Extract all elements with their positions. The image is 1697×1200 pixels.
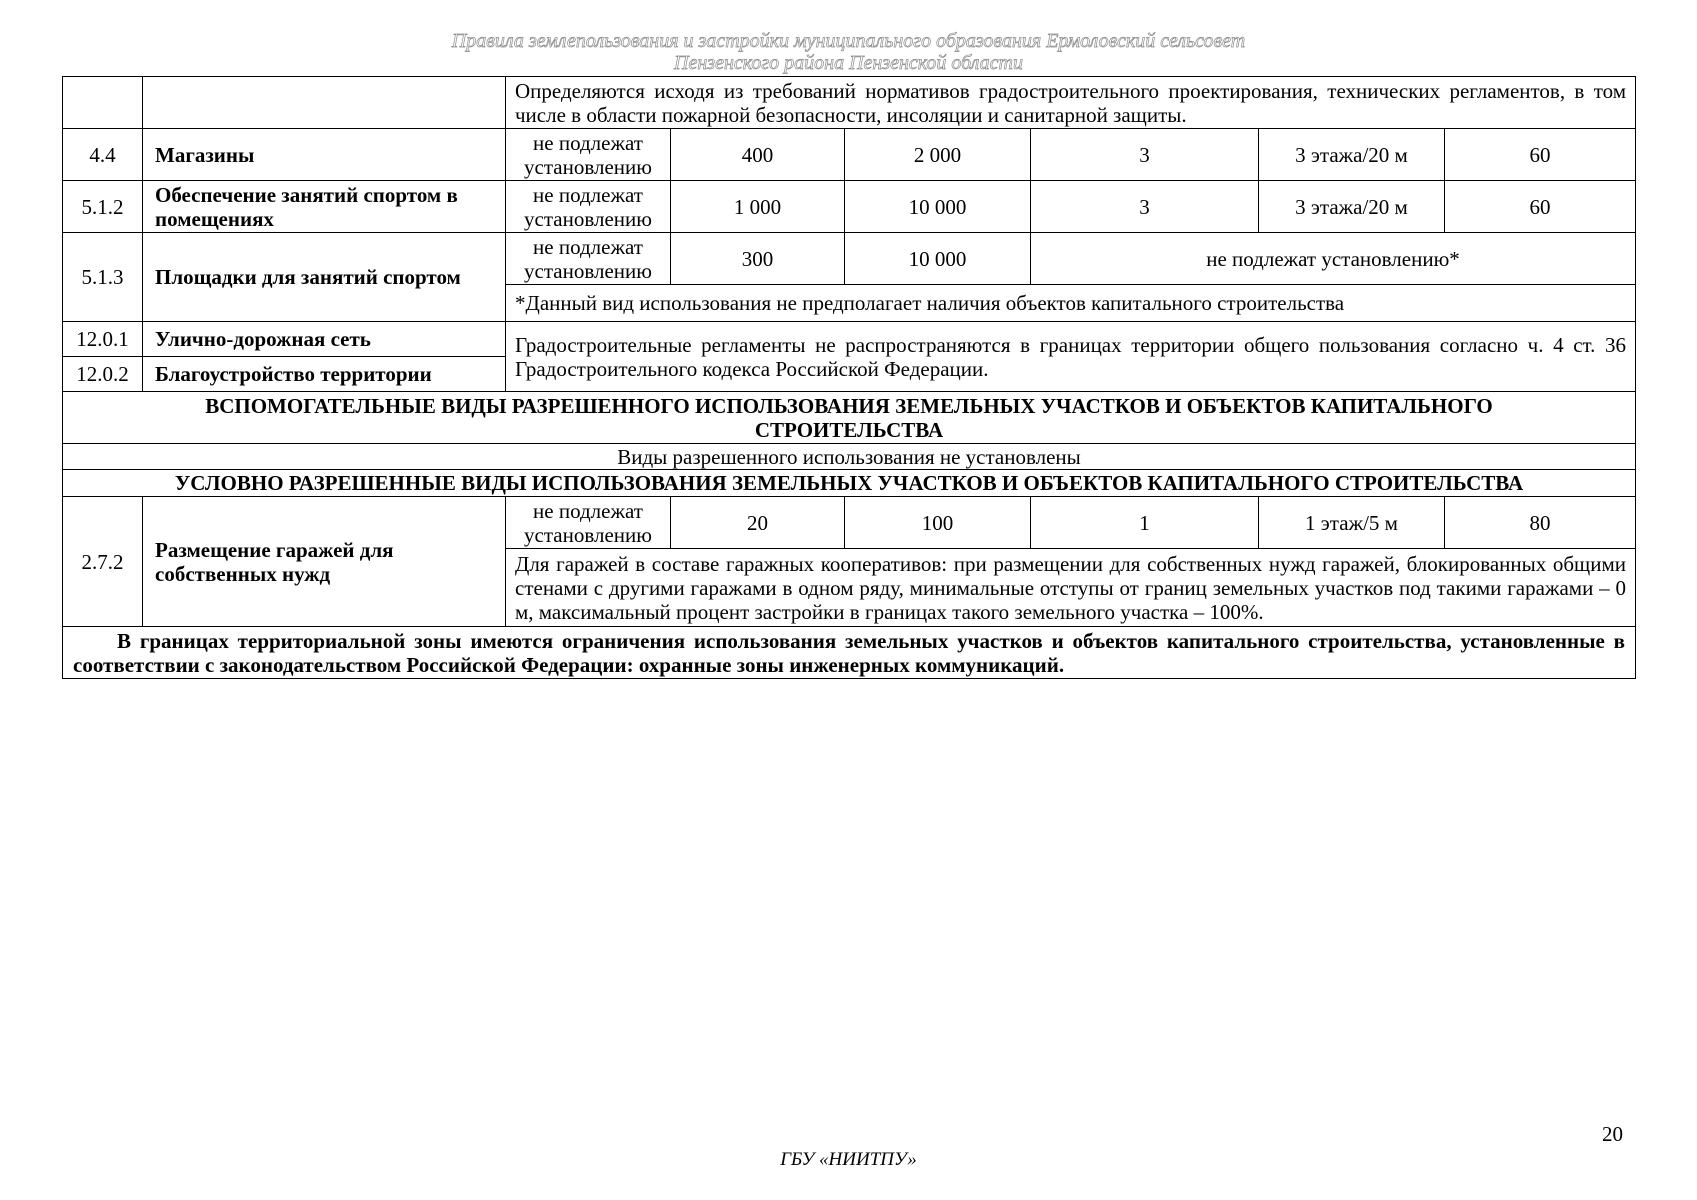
value-cell: 1 bbox=[1031, 497, 1259, 549]
value-cell: 80 bbox=[1445, 497, 1636, 549]
value-cell: не подлежат установлению* bbox=[1031, 233, 1636, 285]
value-cell: 1 000 bbox=[671, 181, 845, 233]
name-cell: Площадки для занятий спортом bbox=[143, 233, 506, 322]
table-row bbox=[63, 77, 1636, 129]
code-cell: 5.1.2 bbox=[63, 181, 143, 233]
value-cell: 3 этажа/20 м bbox=[1259, 181, 1445, 233]
name-cell: Обеспечение занятий спортом в помещениях bbox=[143, 181, 506, 233]
code-cell: 12.0.1 bbox=[63, 322, 143, 357]
table-row bbox=[63, 627, 1636, 679]
restrictions-cell: В границах территориальной зоны имеются ограничения использования земельных участков и объектов капитального строительства, установленные в соответствии с законодательством Российской Федерации: охранные зоны инженерных коммуникаций. bbox=[63, 627, 1636, 679]
table-row bbox=[63, 233, 1636, 285]
table-row bbox=[63, 322, 1636, 357]
value-cell: не подлежат установлению bbox=[506, 181, 671, 233]
value-cell: 10 000 bbox=[845, 181, 1031, 233]
code-cell: 5.1.3 bbox=[63, 233, 143, 322]
value-cell: 1 этаж/5 м bbox=[1259, 497, 1445, 549]
running-header bbox=[0, 30, 1697, 74]
value-cell: 300 bbox=[671, 233, 845, 285]
code-cell: 4.4 bbox=[63, 129, 143, 181]
table-row bbox=[63, 444, 1636, 470]
code-cell: 2.7.2 bbox=[63, 497, 143, 627]
land-use-table bbox=[62, 76, 1636, 679]
value-cell: 2 000 bbox=[845, 129, 1031, 181]
value-cell: 20 bbox=[671, 497, 845, 549]
section-text-cell: Виды разрешенного использования не установлены bbox=[63, 444, 1636, 470]
header-line-2: Пензенского района Пензенской области bbox=[674, 52, 1023, 74]
name-cell: Улично-дорожная сеть bbox=[143, 322, 506, 357]
parameters-text-cell: Для гаражей в составе гаражных кооперативов: при размещении для собственных нужд гаражей, блокированных общими стенами с другими гаражами в одном ряду, минимальные отступы от границ земельных участков под такими гаражами – 0 м, максимальный процент застройки в границах такого земельного участка – 100%. bbox=[506, 549, 1636, 627]
value-cell: 60 bbox=[1445, 181, 1636, 233]
page-footer: ГБУ «НИИТПУ» bbox=[780, 1149, 917, 1170]
header-line-1: Правила землепользования и застройки муниципального образования Ермоловский сельсовет bbox=[451, 30, 1246, 52]
parameters-text-cell: Определяются исходя из требований нормативов градостроительного проектирования, технических регламентов, в том числе в области пожарной безопасности, инсоляции и санитарной защиты. bbox=[506, 77, 1636, 129]
value-cell: 400 bbox=[671, 129, 845, 181]
name-cell: Магазины bbox=[143, 129, 506, 181]
value-cell: 10 000 bbox=[845, 233, 1031, 285]
name-cell bbox=[143, 77, 506, 129]
value-cell: 3 bbox=[1031, 181, 1259, 233]
code-cell: 12.0.2 bbox=[63, 357, 143, 392]
name-cell: Размещение гаражей для собственных нужд bbox=[143, 497, 506, 627]
value-cell: 3 bbox=[1031, 129, 1259, 181]
code-cell bbox=[63, 77, 143, 129]
page-number: 20 bbox=[1602, 1122, 1623, 1146]
parameters-text-cell: Градостроительные регламенты не распространяются в границах территории общего пользования согласно ч. 4 ст. 36 Градостроительного кодекса Российской Федерации. bbox=[506, 322, 1636, 392]
table-row bbox=[63, 129, 1636, 181]
section-heading-row bbox=[63, 470, 1636, 497]
footnote-cell: *Данный вид использования не предполагает наличия объектов капитального строительства bbox=[506, 285, 1636, 322]
value-cell: 100 bbox=[845, 497, 1031, 549]
name-cell: Благоустройство территории bbox=[143, 357, 506, 392]
section-heading-row bbox=[63, 392, 1636, 444]
value-cell: 3 этажа/20 м bbox=[1259, 129, 1445, 181]
section-heading: ВСПОМОГАТЕЛЬНЫЕ ВИДЫ РАЗРЕШЕННОГО ИСПОЛЬЗОВАНИЯ ЗЕМЕЛЬНЫХ УЧАСТКОВ И ОБЪЕКТОВ КАПИТАЛЬНОГО СТРОИТЕЛЬСТВА bbox=[63, 392, 1636, 444]
value-cell: 60 bbox=[1445, 129, 1636, 181]
table-row bbox=[63, 497, 1636, 549]
section-heading: УСЛОВНО РАЗРЕШЕННЫЕ ВИДЫ ИСПОЛЬЗОВАНИЯ ЗЕМЕЛЬНЫХ УЧАСТКОВ И ОБЪЕКТОВ КАПИТАЛЬНОГО СТРОИТЕЛЬСТВА bbox=[63, 470, 1636, 497]
value-cell: не подлежат установлению bbox=[506, 497, 671, 549]
value-cell: не подлежат установлению bbox=[506, 233, 671, 285]
table-row bbox=[63, 181, 1636, 233]
value-cell: не подлежат установлению bbox=[506, 129, 671, 181]
